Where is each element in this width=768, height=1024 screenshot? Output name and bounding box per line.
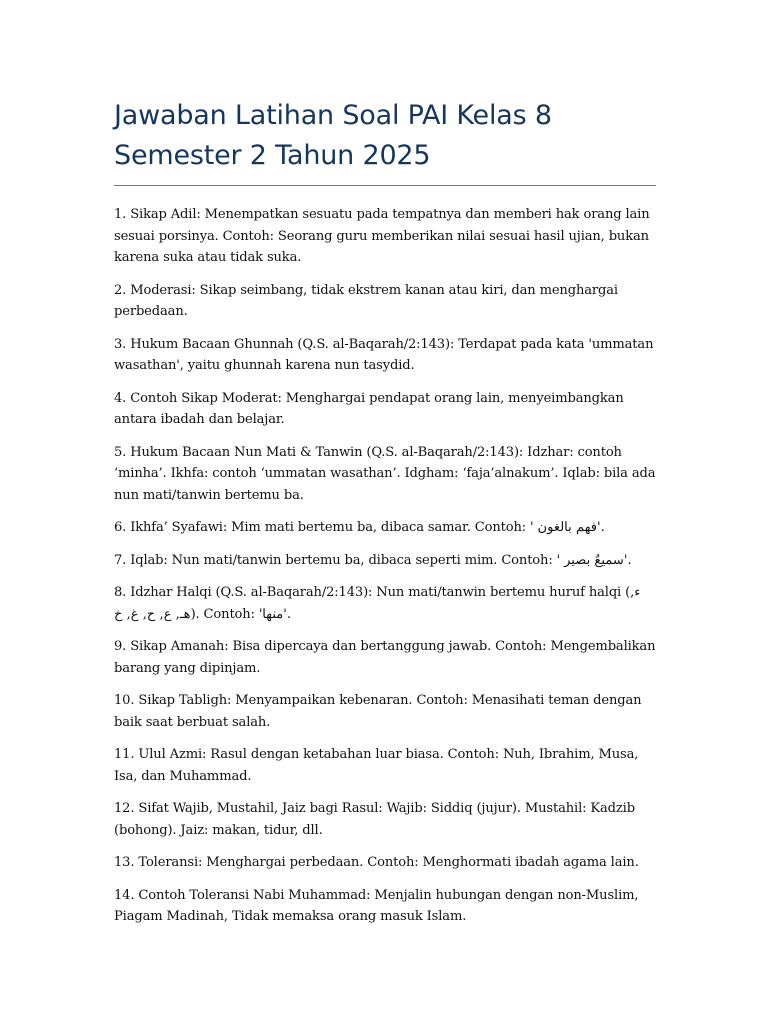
answer-item-14: 14. Contoh Toleransi Nabi Muhammad: Menjalin hubungan dengan non-Muslim, Piagam Madinah, Tidak memaksa orang masuk Islam.: [114, 887, 639, 924]
answer-item-6: 6. Ikhfa’ Syafawi: Mim mati bertemu ba, dibaca samar. Contoh: ' فهم بالغون'.: [114, 520, 605, 535]
title-line-2: Semester 2 Tahun 2025: [114, 140, 431, 171]
document-page: [114, 96, 656, 939]
answer-item-8: 8. Idzhar Halqi (Q.S. al-Baqarah/2:143): Nun mati/tanwin bertemu huruf halqi (ء, هـ, ع, ح, غ, خ). Contoh: 'منها'.: [114, 585, 641, 622]
answer-item-9: 9. Sikap Amanah: Bisa dipercaya dan bertanggung jawab. Contoh: Mengembalikan barang yang dipinjam.: [114, 639, 656, 676]
answer-item-7: 7. Iqlab: Nun mati/tanwin bertemu ba, dibaca seperti mim. Contoh: ' سميعٌ بصير'.: [114, 552, 632, 568]
answer-item-11: 11. Ulul Azmi: Rasul dengan ketabahan luar biasa. Contoh: Nuh, Ibrahim, Musa, Isa, dan Muhammad.: [114, 747, 639, 784]
answer-item-1: 1. Sikap Adil: Menempatkan sesuatu pada tempatnya dan memberi hak orang lain sesuai porsinya. Contoh: Seorang guru memberikan nilai sesuai hasil ujian, bukan karena suka atau tidak suka.: [114, 207, 650, 265]
answer-item-2: 2. Moderasi: Sikap seimbang, tidak ekstrem kanan atau kiri, dan menghargai perbedaan.: [114, 282, 618, 319]
answer-item-12: 12. Sifat Wajib, Mustahil, Jaiz bagi Rasul: Wajib: Siddiq (jujur). Mustahil: Kadzib (bohong). Jaiz: makan, tidur, dll.: [114, 801, 635, 838]
answer-item-13: 13. Toleransi: Menghargai perbedaan. Contoh: Menghormati ibadah agama lain.: [114, 855, 639, 870]
answer-item-10: 10. Sikap Tabligh: Menyampaikan kebenaran. Contoh: Menasihati teman dengan baik saat berbuat salah.: [114, 693, 642, 730]
answer-item-3: 3. Hukum Bacaan Ghunnah (Q.S. al-Baqarah/2:143): Terdapat pada kata 'ummatan wasathan', yaitu ghunnah karena nun tasydid.: [114, 336, 654, 373]
answer-item-5: 5. Hukum Bacaan Nun Mati & Tanwin (Q.S. al-Baqarah/2:143): Idzhar: contoh ‘minha’. Ikhfa: contoh ‘ummatan wasathan’. Idgham: ‘faja’alnakum’. Iqlab: bila ada nun mati/tanwin bertemu ba.: [114, 444, 656, 503]
title-line-1: Jawaban Latihan Soal PAI Kelas 8: [114, 100, 552, 131]
document-title: [114, 96, 656, 186]
answer-item-4: 4. Contoh Sikap Moderat: Menghargai pendapat orang lain, menyeimbangkan antara ibadah dan belajar.: [114, 390, 624, 427]
answer-list: [114, 204, 656, 928]
